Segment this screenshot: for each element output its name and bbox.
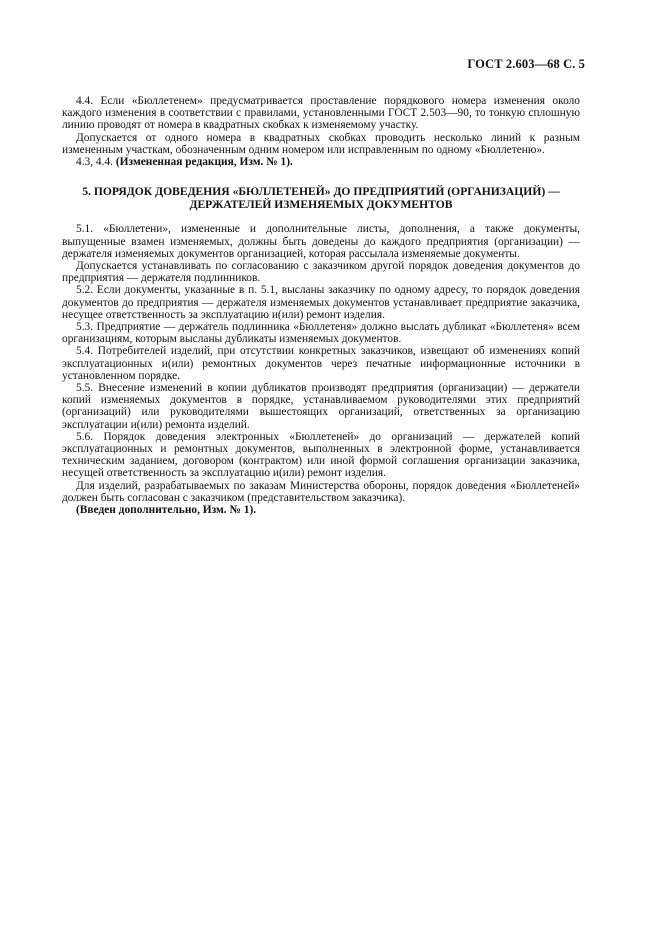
paragraph-5-4: 5.4. Потребителей изделий, при отсутствии конкретных заказчиков, извещают об изменениях копий эксплуатационных и(или) ремонтных документов через печатные информационные источники в установленном порядке. xyxy=(62,345,580,382)
amendment-note-5-bold: (Введен дополнительно, Изм. № 1). xyxy=(76,504,257,517)
paragraph-4-4: 4.4. Если «Бюллетенем» предусматривается проставление порядкового номера изменения около каждого изменения в соответствии с правилами, установленными ГОСТ 2.503—90, то тонкую сплошную линию проводят от номера в квадратных скобках к изменяемому участку. xyxy=(62,95,580,132)
amendment-note-5 xyxy=(62,504,580,516)
paragraph-4-4-note: Допускается от одного номера в квадратных скобках проводить несколько линий к разным измененным участкам, обозначенным одним номером или исправленным по одному «Бюллетеню». xyxy=(62,131,580,156)
section-5-title-line1: 5. ПОРЯДОК ДОВЕДЕНИЯ «БЮЛЛЕТЕНЕЙ» ДО ПРЕДПРИЯТИЙ (ОРГАНИЗАЦИЙ) — xyxy=(82,185,560,199)
paragraph-5-3: 5.3. Предприятие — держатель подлинника «Бюллетеня» должно выслать дубликат «Бюллетеня» всем организациям, которым высланы дубликаты изменяемых документов. xyxy=(62,321,580,346)
paragraph-5-1: 5.1. «Бюллетени», измененные и дополнительные листы, дополнения, а также документы, выпущенные взамен изменяемых, должны быть доведены до каждого предприятия (организации) — держателя изменяемых документов организацией, которая рассылала изменяемые документы. xyxy=(62,223,580,260)
amendment-note-4 xyxy=(62,156,580,168)
paragraph-5-6: 5.6. Порядок доведения электронных «Бюллетеней» до организаций — держателей копий эксплуатационных и ремонтных документов, выполненных в электронной форме, устанавливается техническим заданием, договором (контрактом) или иной формой соглашения организации заказчика, несущей ответственность за эксплуатацию и(или) ремонт изделия. xyxy=(62,430,580,480)
paragraph-5-2: 5.2. Если документы, указанные в п. 5.1, высланы заказчику по одному адресу, то порядок доведения документов до предприятия — держателя изменяемых документов устанавливает предприятие заказчика, несущее ответственность за эксплуатацию и(или) ремонт изделия. xyxy=(62,284,580,321)
document-body xyxy=(62,95,580,516)
section-5-title-line2: ДЕРЖАТЕЛЕЙ ИЗМЕНЯЕМЫХ ДОКУМЕНТОВ xyxy=(189,197,453,211)
paragraph-5-6-defense: Для изделий, разрабатываемых по заказам Министерства обороны, порядок доведения «Бюллетеней» должен быть согласован с заказчиком (представительством заказчика). xyxy=(62,479,580,504)
amendment-note-4-prefix: 4.3, 4.4. xyxy=(76,156,114,169)
page-header: ГОСТ 2.603—68 С. 5 xyxy=(467,57,585,71)
paragraph-5-1-note: Допускается устанавливать по согласованию с заказчиком другой порядок доведения документов до предприятия — держателя подлинников. xyxy=(62,260,580,285)
section-5-title xyxy=(62,186,580,211)
amendment-note-4-bold: (Измененная редакция, Изм. № 1). xyxy=(115,156,293,169)
paragraph-5-5: 5.5. Внесение изменений в копии дубликатов производят предприятия (организации) — держатели копий изменяемых документов в порядке, устанавливаемом руководителями этих предприятий (организаций) или руководителями вышестоящих организаций, ответственных за организацию эксплуатации и(или) ремонта изделий. xyxy=(62,382,580,431)
